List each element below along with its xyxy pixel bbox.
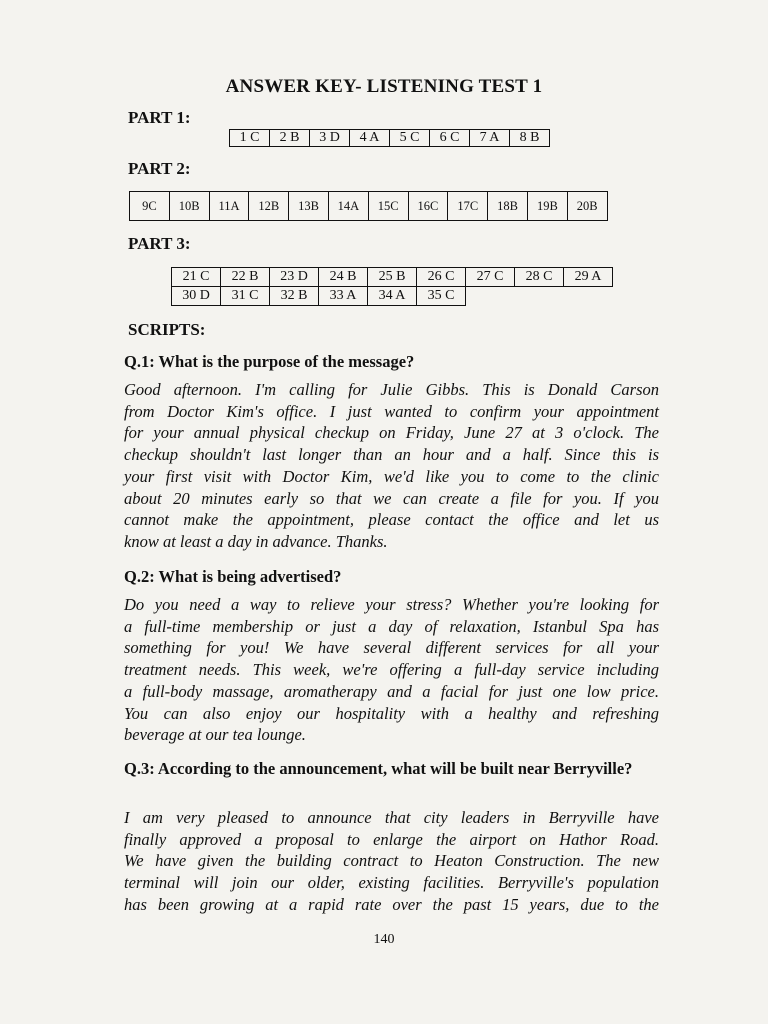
question-2-script bbox=[124, 594, 659, 746]
answer-cell: 9C bbox=[130, 192, 170, 221]
answer-cell: 31 C bbox=[221, 287, 270, 306]
scripts-heading: SCRIPTS: bbox=[128, 320, 206, 339]
script-line: Do you need a way to relieve your stress? Whether you're looking for bbox=[124, 595, 659, 614]
script-line: your first visit with Doctor Kim, we'd like you to come to the clinic bbox=[124, 466, 659, 486]
part-2-answer-table bbox=[129, 191, 608, 221]
answer-cell: 20B bbox=[567, 192, 607, 221]
answer-cell: 8 B bbox=[510, 130, 550, 147]
part-1-label: PART 1: bbox=[128, 108, 191, 127]
answer-cell: 14A bbox=[328, 192, 368, 221]
script-line: about 20 minutes early so that we can create a file for you. If you bbox=[124, 488, 659, 508]
answer-cell: 5 C bbox=[390, 130, 430, 147]
answer-cell: 29 A bbox=[564, 268, 613, 287]
page-title: ANSWER KEY- LISTENING TEST 1 bbox=[225, 76, 543, 97]
answer-cell: 24 B bbox=[319, 268, 368, 287]
answer-cell: 22 B bbox=[221, 268, 270, 287]
question-1-script bbox=[124, 379, 659, 553]
answer-cell: 6 C bbox=[430, 130, 470, 147]
answer-cell: 11A bbox=[209, 192, 249, 221]
question-3-script bbox=[124, 807, 659, 916]
script-line: a full-time membership or just a day of relaxation, Istanbul Spa has bbox=[124, 616, 659, 636]
answer-cell: 30 D bbox=[172, 287, 221, 306]
script-line: checkup shouldn't last longer than an hour and a half. Since this is bbox=[124, 445, 659, 465]
part-3-label: PART 3: bbox=[128, 234, 191, 253]
script-line: beverage at our tea lounge. bbox=[124, 725, 306, 745]
page-number: 140 bbox=[373, 932, 395, 947]
answer-cell: 21 C bbox=[172, 268, 221, 287]
script-line: I am very pleased to announce that city leaders in Berryville have bbox=[124, 808, 659, 827]
answer-cell: 26 C bbox=[417, 268, 466, 287]
answer-cell: 33 A bbox=[319, 287, 368, 306]
answer-cell: 23 D bbox=[270, 268, 319, 287]
answer-cell: 25 B bbox=[368, 268, 417, 287]
answer-cell: 19B bbox=[527, 192, 567, 221]
part-2-label: PART 2: bbox=[128, 159, 191, 178]
script-line: We have given the building contract to Heaton Construction. The new bbox=[124, 851, 659, 871]
answer-cell: 16C bbox=[408, 192, 448, 221]
answer-cell: 2 B bbox=[270, 130, 310, 147]
answer-cell: 17C bbox=[448, 192, 488, 221]
answer-cell: 32 B bbox=[270, 287, 319, 306]
answer-cell: 4 A bbox=[350, 130, 390, 147]
part-3-answer-table bbox=[171, 267, 613, 306]
answer-cell: 12B bbox=[249, 192, 289, 221]
answer-cell: 28 C bbox=[515, 268, 564, 287]
empty-cell bbox=[515, 287, 564, 306]
script-line: for your annual physical checkup on Friday, June 27 at 3 o'clock. The bbox=[124, 423, 659, 443]
answer-cell: 10B bbox=[169, 192, 209, 221]
empty-cell bbox=[564, 287, 613, 306]
script-line: something for you! We have several different services for all your bbox=[124, 638, 659, 658]
part-1-answer-table bbox=[229, 129, 550, 147]
script-line: a full-body massage, aromatherapy and a facial for just one low price. bbox=[124, 681, 659, 701]
question-2-heading: Q.2: What is being advertised? bbox=[124, 567, 342, 586]
answer-cell: 35 C bbox=[417, 287, 466, 306]
script-line: Good afternoon. I'm calling for Julie Gibbs. This is Donald Carson bbox=[124, 380, 659, 399]
answer-cell: 34 A bbox=[368, 287, 417, 306]
script-line: treatment needs. This week, we're offering a full-day service including bbox=[124, 660, 659, 680]
answer-cell: 27 C bbox=[466, 268, 515, 287]
empty-cell bbox=[466, 287, 515, 306]
script-line: cannot make the appointment, please contact the office and let us bbox=[124, 510, 659, 530]
question-1-heading: Q.1: What is the purpose of the message? bbox=[124, 352, 415, 371]
answer-cell: 1 C bbox=[230, 130, 270, 147]
answer-cell: 15C bbox=[368, 192, 408, 221]
answer-cell: 7 A bbox=[470, 130, 510, 147]
answer-cell: 13B bbox=[289, 192, 329, 221]
answer-cell: 18B bbox=[488, 192, 528, 221]
script-line: finally approved a proposal to enlarge the airport on Hathor Road. bbox=[124, 829, 659, 849]
script-line: terminal will join our older, existing facilities. Berryville's population bbox=[124, 873, 659, 893]
script-line: has been growing at a rapid rate over the past 15 years, due to the bbox=[124, 894, 659, 914]
question-3-heading: Q.3: According to the announcement, what will be built near Berryville? bbox=[124, 759, 633, 778]
answer-cell: 3 D bbox=[310, 130, 350, 147]
script-line: know at least a day in advance. Thanks. bbox=[124, 531, 388, 551]
script-line: from Doctor Kim's office. I just wanted to confirm your appointment bbox=[124, 401, 659, 421]
script-line: You can also enjoy our hospitality with a healthy and refreshing bbox=[124, 703, 659, 723]
